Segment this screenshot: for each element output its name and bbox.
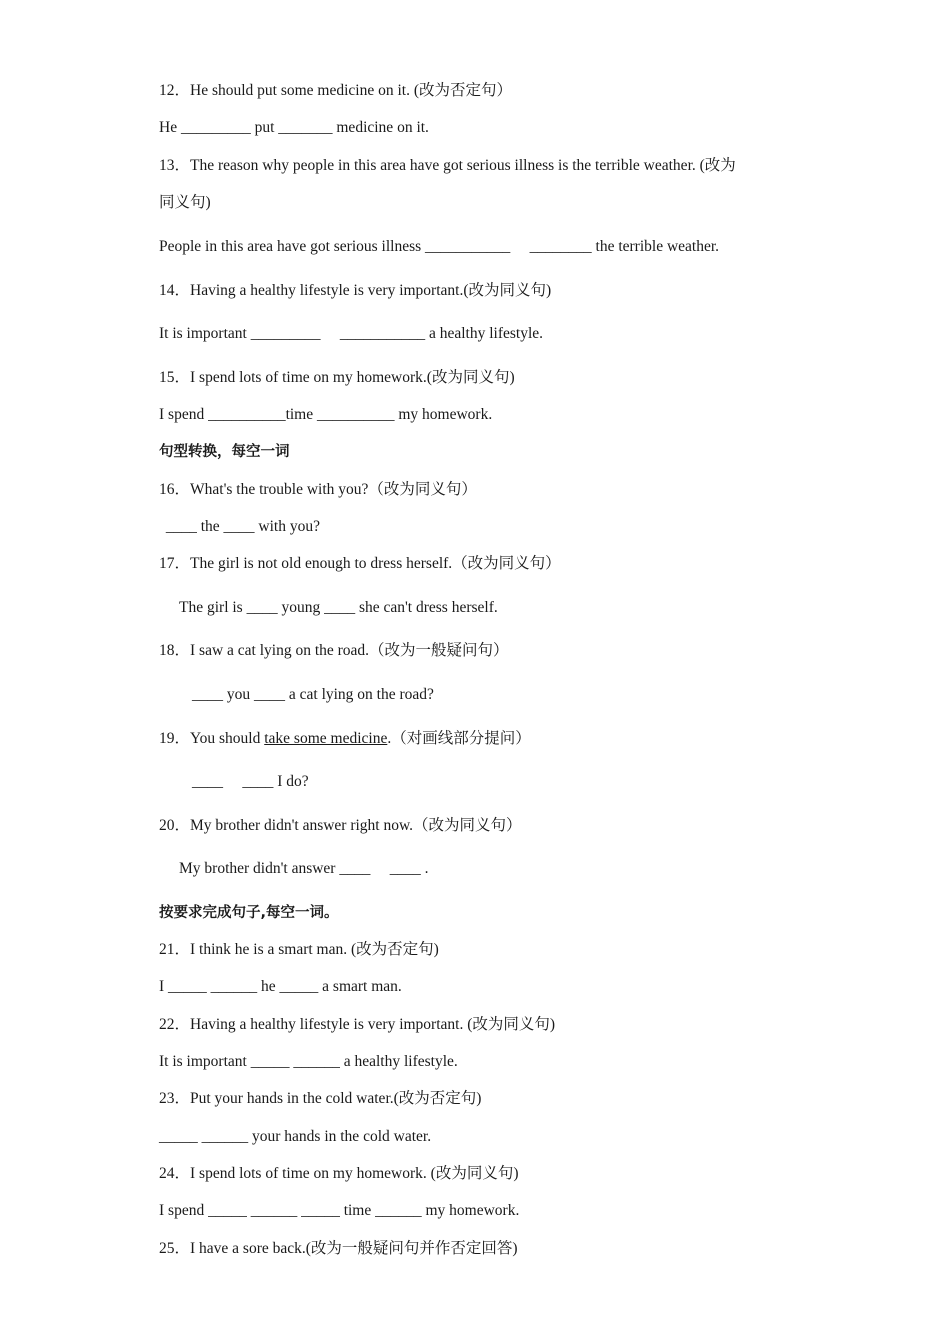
q21-prompt: 21．I think he is a smart man. (改为否定句) (159, 941, 439, 958)
q18-prompt: 18．I saw a cat lying on the road.（改为一般疑问句） (159, 642, 509, 659)
q12-answer-line: He _________ put _______ medicine on it. (159, 119, 429, 136)
q20-prompt: 20．My brother didn't answer right now.（改为同义句） (159, 817, 522, 834)
q16-answer-line: ____ the ____ with you? (162, 518, 320, 535)
q20-answer-line: My brother didn't answer ____ ____ . (179, 860, 429, 877)
q18-answer-line: ____ you ____ a cat lying on the road? (192, 686, 434, 703)
q19-underlined-phrase: take some medicine (264, 730, 388, 747)
q19-suffix: .（对画线部分提问） (387, 730, 531, 747)
q19-prompt (159, 729, 531, 749)
q25-prompt: 25．I have a sore back.(改为一般疑问句并作否定回答) (159, 1240, 518, 1257)
q17-answer-line: The girl is ____ young ____ she can't dress herself. (179, 599, 498, 616)
q17-prompt: 17．The girl is not old enough to dress herself.（改为同义句） (159, 555, 561, 572)
q22-answer-line: It is important _____ ______ a healthy lifestyle. (159, 1053, 458, 1070)
q13-answer-line: People in this area have got serious illness ___________ ________ the terrible weather. (159, 238, 720, 255)
q14-answer-line: It is important _________ ___________ a healthy lifestyle. (159, 325, 544, 342)
q13-prompt-continued: 同义句) (159, 194, 211, 211)
q21-answer-line: I _____ ______ he _____ a smart man. (159, 978, 402, 995)
q12-prompt: 12．He should put some medicine on it. (改为否定句） (159, 82, 513, 99)
q14-prompt: 14．Having a healthy lifestyle is very important.(改为同义句) (159, 282, 552, 299)
section-heading-1: 句型转换，每空一词 (159, 444, 290, 460)
q16-prompt: 16．What's the trouble with you?（改为同义句） (159, 481, 477, 498)
q24-prompt: 24．I spend lots of time on my homework. (改为同义句) (159, 1165, 519, 1182)
q13-prompt: 13．The reason why people in this area have got serious illness is the terrible weather. (改为 (159, 157, 736, 174)
q19-answer-line: ____ ____ I do? (192, 773, 309, 790)
q23-prompt: 23．Put your hands in the cold water.(改为否定句) (159, 1090, 482, 1107)
section-heading-2: 按要求完成句子,每空一词。 (159, 905, 339, 921)
q22-prompt: 22．Having a healthy lifestyle is very important. (改为同义句) (159, 1016, 556, 1033)
q19-prefix: 19．You should (159, 730, 265, 747)
q24-answer-line: I spend _____ ______ _____ time ______ my homework. (159, 1202, 520, 1219)
q15-answer-line: I spend __________time __________ my homework. (159, 406, 493, 423)
q23-answer-line: _____ ______ your hands in the cold water. (159, 1128, 432, 1145)
q15-prompt: 15．I spend lots of time on my homework.(改为同义句) (159, 369, 515, 386)
